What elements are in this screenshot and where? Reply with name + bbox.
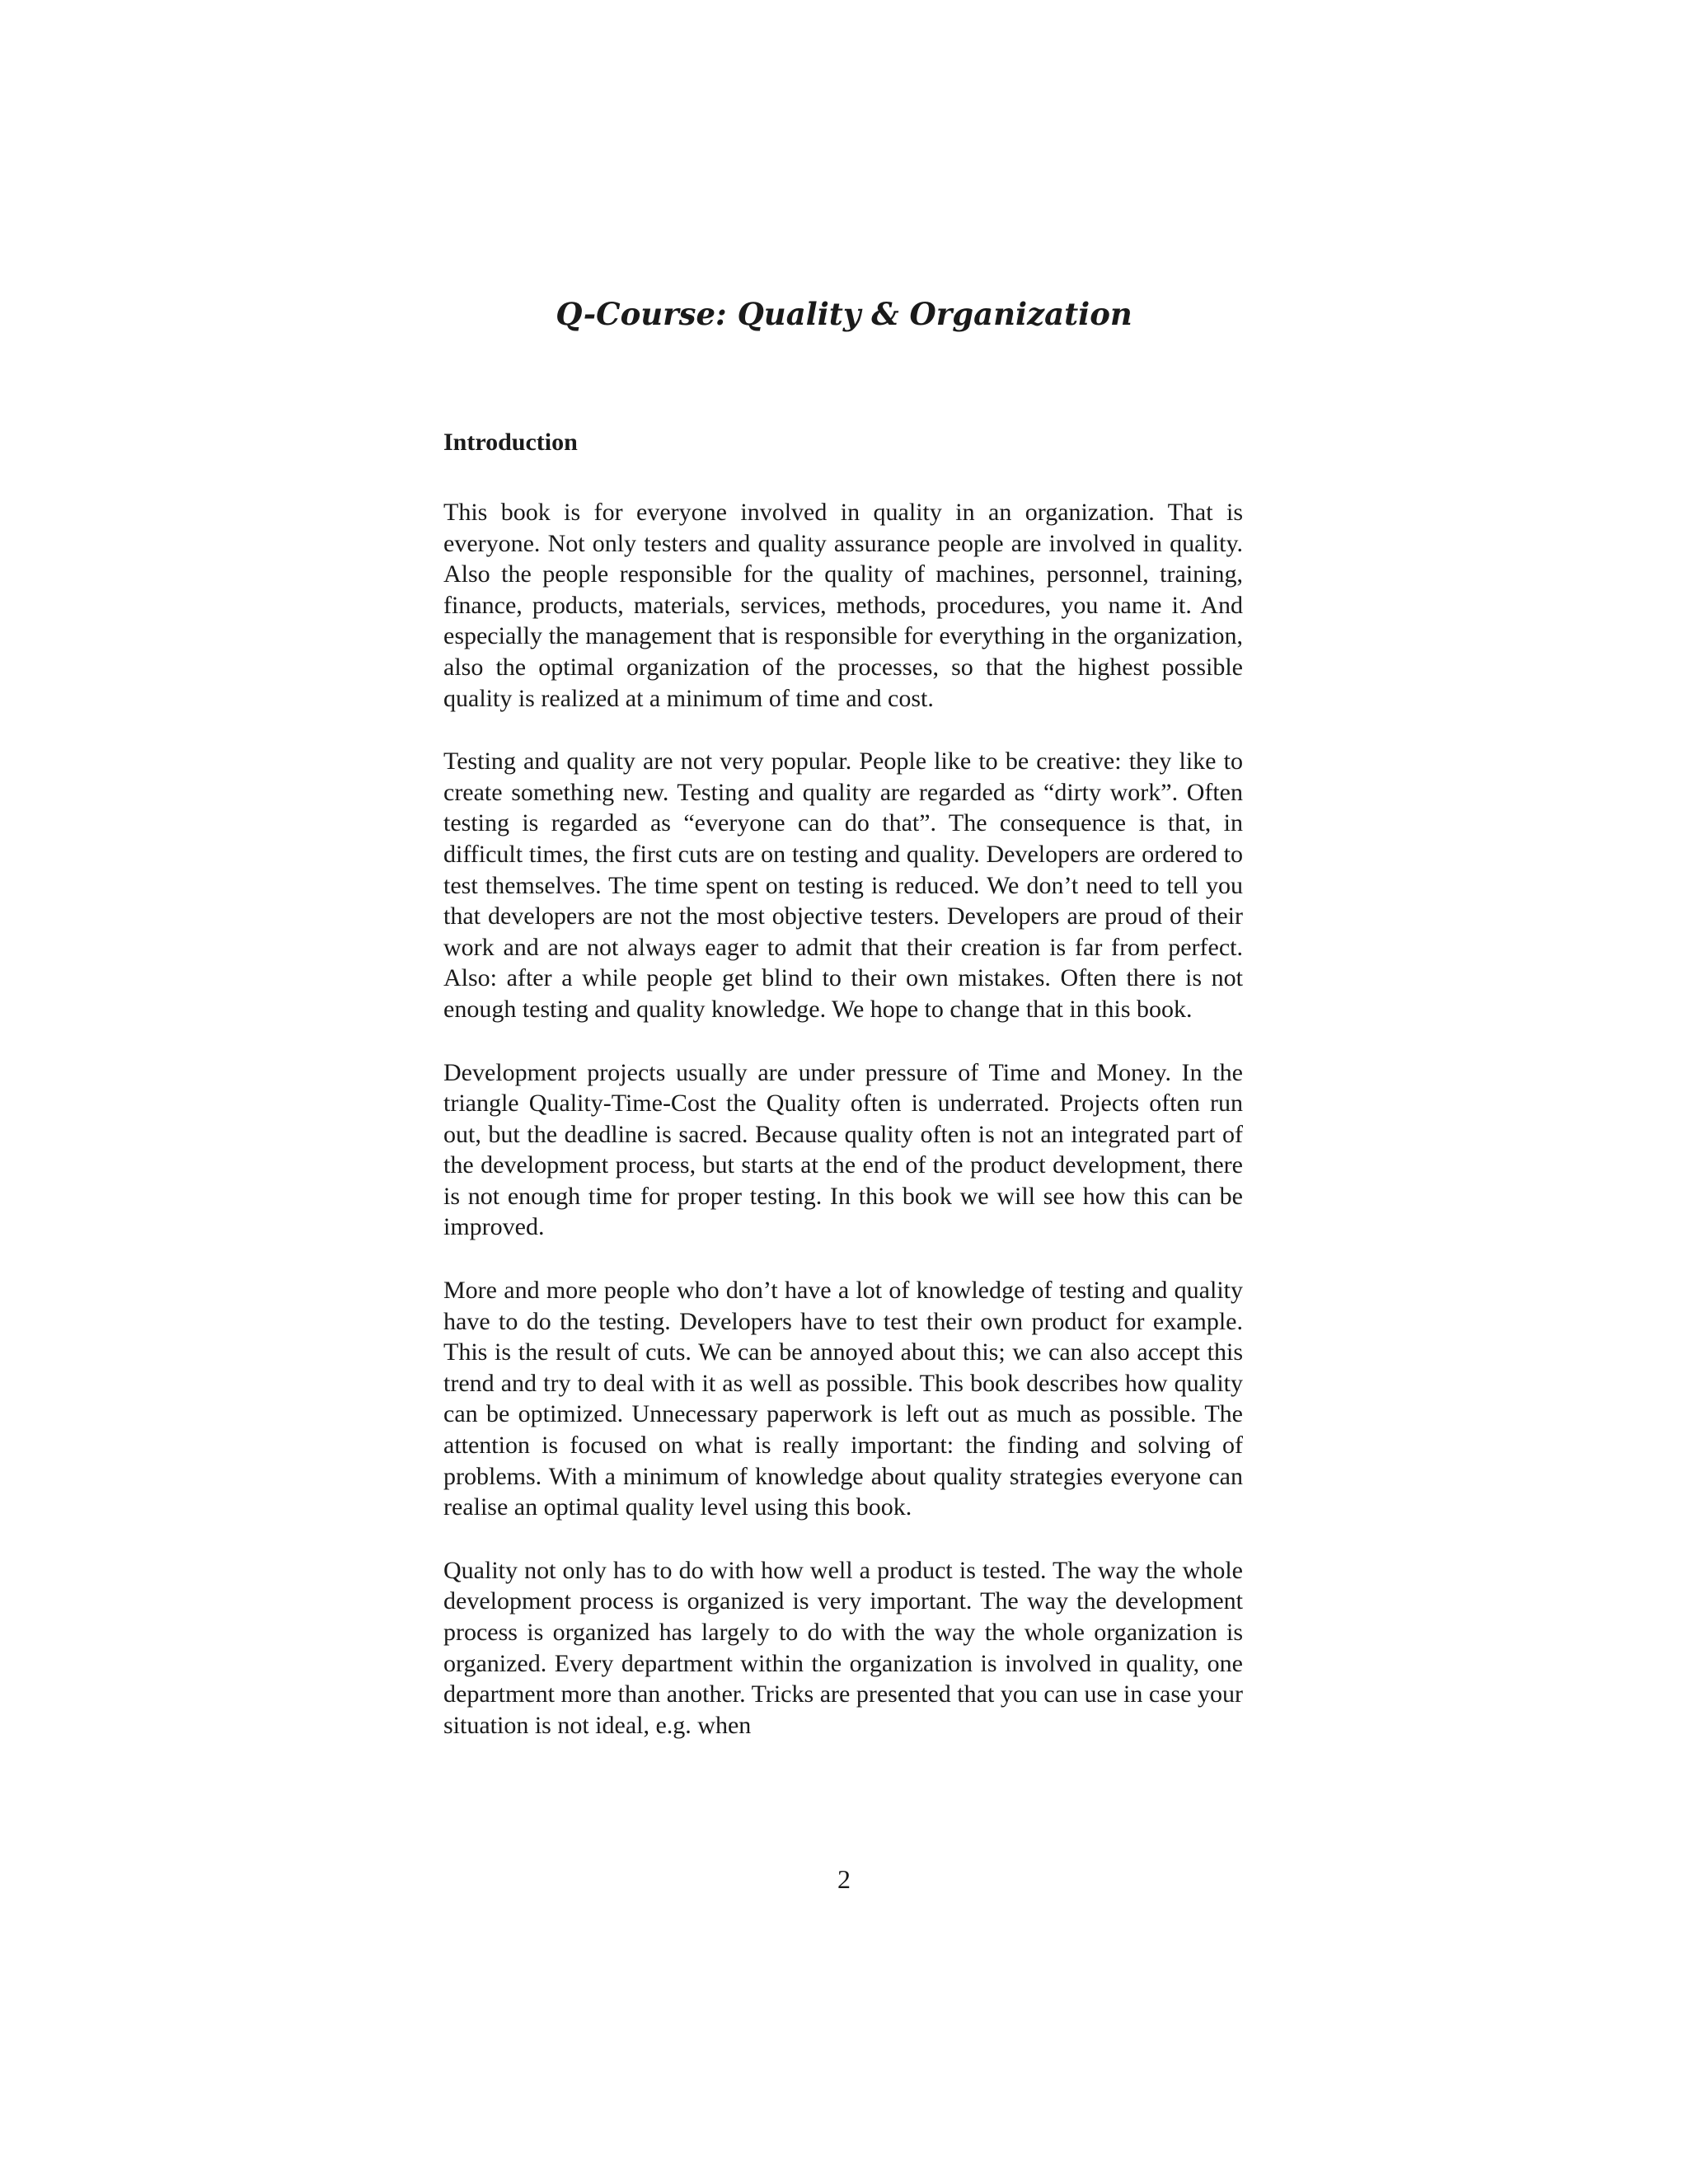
paragraph-4: More and more people who don’t have a lot of knowledge of testing and quality have to do the testing. Developers have to test their own product for example. This is the result of cuts. We can be annoyed about this; we can also accept this trend and try to deal with it as well as possible. This book describes how quality can be optimized. Unnecessary paperwork is left out as much as possible. The attention is focused on what is really important: the finding and solving of problems. With a minimum of knowledge about quality strategies everyone can realise an optimal quality level using this book. — [443, 1277, 1243, 1521]
page-number: 2 — [837, 1864, 851, 1894]
paragraph-5: Quality not only has to do with how well a product is tested. The way the whole development process is organized is very important. The way the development process is organized has largely to do with the way the whole organization is organized. Every department within the organization is involved in quality, one department more than another. Tricks are presented that you can use in case your situation is not ideal, e.g. when — [443, 1556, 1243, 1739]
page-title: Q-Course: Quality & Organization — [556, 296, 1132, 332]
paragraph-1: This book is for everyone involved in quality in an organization. That is everyone. Not only testers and quality assurance people are involved in quality. Also the people responsible for the quality of machines, personnel, training, finance, products, materials, services, methods, procedures, you name it. And especially the management that is responsible for everything in the organization, also the optimal organization of the processes, so that the highest possible quality is realized at a minimum of time and cost. — [443, 499, 1243, 712]
section-heading: Introduction — [443, 429, 578, 456]
paragraph-3: Development projects usually are under pressure of Time and Money. In the triangle Quality-Time-Cost the Quality often is underrated. Projects often run out, but the deadline is sacred. Because quality often is not an integrated part of the development process, but starts at the end of the product development, there is not enough time for proper testing. In this book we will see how this can be improved. — [443, 1058, 1243, 1241]
page-body — [443, 424, 1243, 1773]
paragraph-2: Testing and quality are not very popular. People like to be creative: they like to create something new. Testing and quality are regarded as “dirty work”. Often testing is regarded as “everyone can do that”. The consequence is that, in difficult times, the first cuts are on testing and quality. Developers are ordered to test themselves. The time spent on testing is reduced. We don’t need to tell you that developers are not the most objective testers. Developers are proud of their work and are not always eager to admit that their creation is far from perfect. Also: after a while people get blind to their own mistakes. Often there is not enough testing and quality knowledge. We hope to change that in this book. — [443, 748, 1243, 1023]
